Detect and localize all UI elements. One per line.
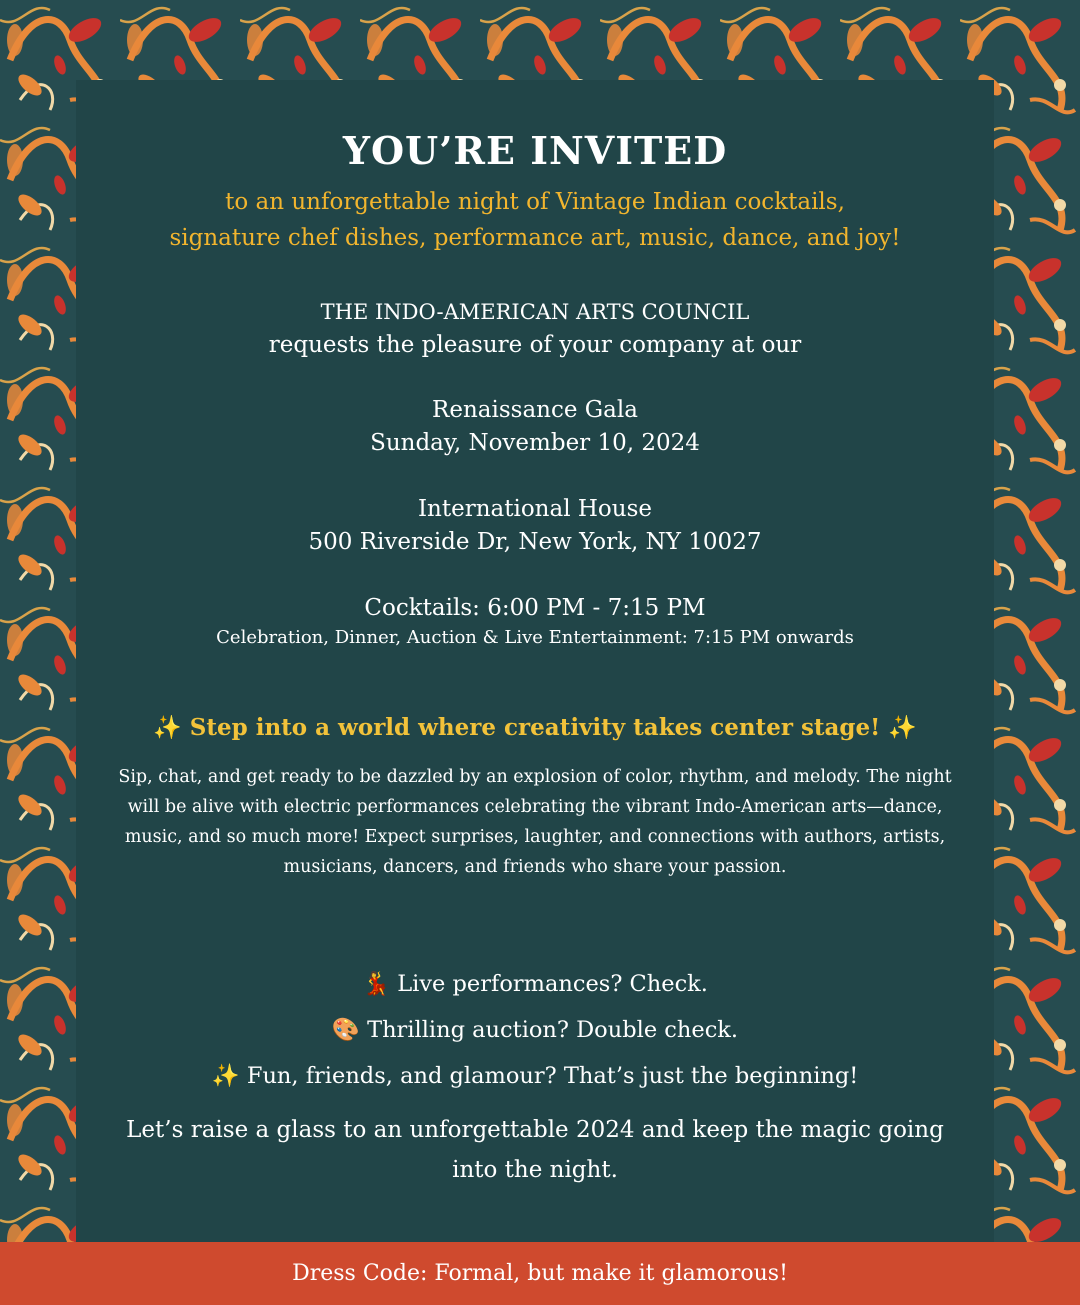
invitation-panel [76,80,994,1242]
venue-details [76,493,994,559]
sparkles-icon: ✨ [153,715,182,741]
checklist [76,964,994,1102]
intro-text [76,184,994,256]
closing-text: Let’s raise a glass to an unforgettable 2024 and keep the magic going into the night. [126,1117,944,1183]
schedule [76,592,994,651]
event-name: Renaissance Gala [432,397,638,423]
checklist-item [76,1010,994,1056]
dancer-icon: 💃 [362,971,391,997]
main-event-time: Celebration, Dinner, Auction & Live Entertainment: 7:15 PM onwards [216,627,854,648]
intro-line-1: to an unforgettable night of Vintage Indian cocktails, [225,189,845,215]
event-details [76,394,994,460]
host-organization: THE INDO-AMERICAN ARTS COUNCIL [320,300,750,324]
venue-name: International House [417,496,653,522]
checklist-text: Thrilling auction? Double check. [367,1017,739,1043]
event-date: Sunday, November 10, 2024 [370,430,700,456]
checklist-text: Live performances? Check. [397,971,708,997]
sparkles-icon: ✨ [888,715,917,741]
invite-title: YOU’RE INVITED [342,128,728,173]
palette-icon: 🎨 [331,1017,360,1043]
cocktails-time: Cocktails: 6:00 PM - 7:15 PM [364,595,706,621]
tagline [76,714,994,741]
checklist-text: Fun, friends, and glamour? That’s just the beginning! [246,1063,859,1089]
host-request: requests the pleasure of your company at our [268,332,802,358]
checklist-item [76,1056,994,1102]
tagline-text: Step into a world where creativity takes center stage! [189,714,881,741]
intro-line-2: signature chef dishes, performance art, music, dance, and joy! [169,225,901,251]
event-description: Sip, chat, and get ready to be dazzled by an explosion of color, rhythm, and melody. The night will be alive with electric performances celebrating the vibrant Indo-American arts—dance, music, and so much more! Expect surprises, laughter, and connections with authors, artists, musicians, dancers, and friends who share your passion. [118,767,952,877]
checklist-item [76,964,994,1010]
sparkles-icon: ✨ [211,1063,240,1089]
venue-address: 500 Riverside Dr, New York, NY 10027 [308,529,762,555]
dress-code-banner: Dress Code: Formal, but make it glamorous! [0,1242,1080,1305]
